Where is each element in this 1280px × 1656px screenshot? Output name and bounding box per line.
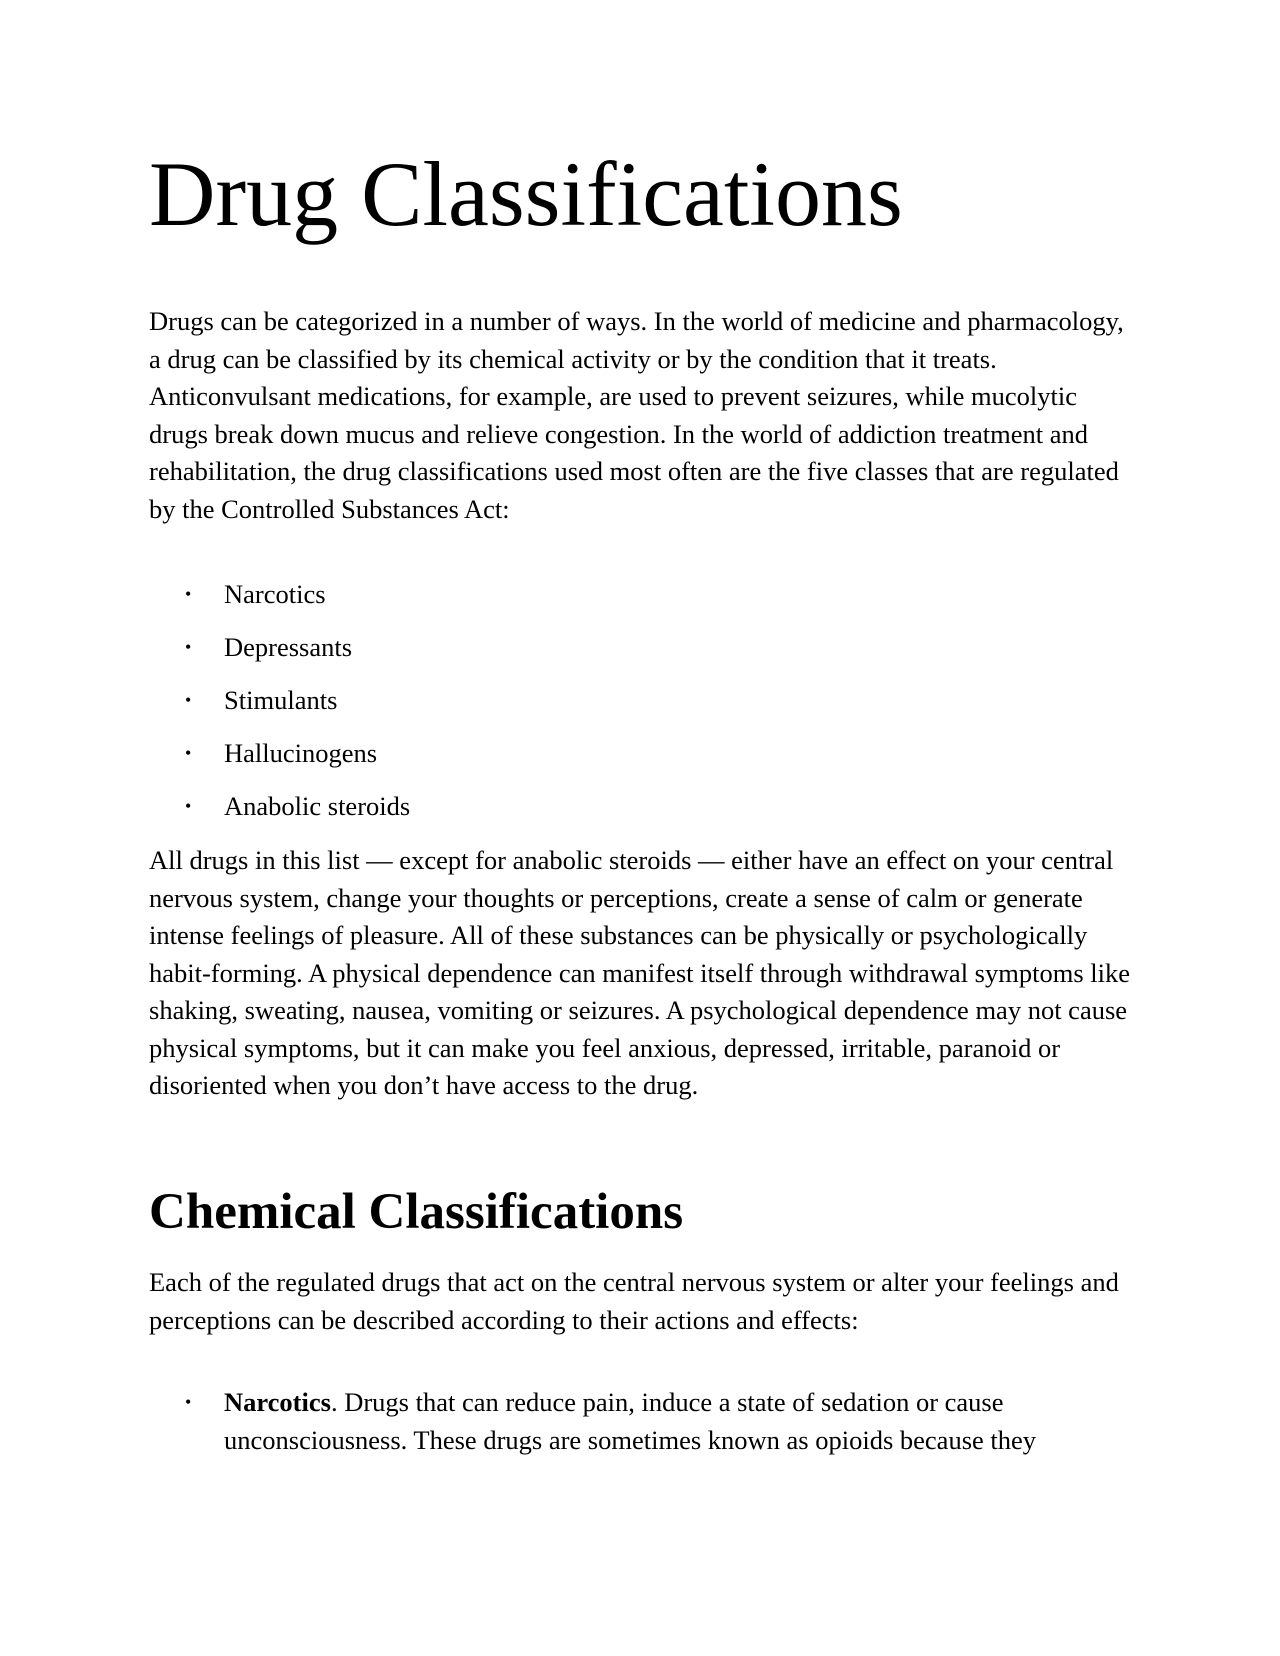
list-item-label: Anabolic steroids — [224, 791, 411, 821]
bullet-icon: • — [185, 690, 192, 710]
list-item-label: Hallucinogens — [224, 738, 378, 768]
list-item — [149, 788, 410, 841]
list-item — [149, 629, 410, 682]
list-item — [149, 576, 410, 629]
bullet-icon: • — [185, 796, 192, 816]
list-item-label: Depressants — [224, 632, 353, 662]
list-item — [149, 682, 410, 735]
bullet-icon: • — [185, 637, 192, 657]
bullet-icon: • — [185, 584, 192, 604]
list-item-label: Narcotics — [224, 579, 326, 609]
bullet-icon: • — [185, 1392, 192, 1412]
list-item-label: Stimulants — [224, 685, 338, 715]
drug-classes-list — [149, 576, 410, 841]
page-title: Drug Classifications — [149, 143, 903, 245]
chemical-classes-list — [149, 1384, 1139, 1459]
effects-paragraph: All drugs in this list — except for anabolic steroids — either have an effect on your central nervous system, change your thoughts or perceptions, create a sense of calm or generate intense feelings of pleasure. All of these substances can be physically or psychologically habit-forming. A physical dependence can manifest itself through withdrawal symptoms like shaking, sweating, nausea, vomiting or seizures. A psychological dependence may not cause physical symptoms, but it can make you feel anxious, depressed, irritable, paranoid or disoriented when you don’t have access to the drug. — [149, 845, 1131, 1100]
section-heading-chemical: Chemical Classifications — [149, 1184, 684, 1240]
term-label: Narcotics — [224, 1387, 331, 1417]
intro-paragraph: Drugs can be categorized in a number of ways. In the world of medicine and pharmacology, a drug can be classified by its chemical activity or by the condition that it treats. Anticonvulsant medications, for example, are used to prevent seizures, while mucolytic drugs break down mucus and relieve congestion. In the world of addiction treatment and rehabilitation, the drug classifications used most often are the five classes that are regulated by the Controlled Substances Act: — [149, 306, 1124, 524]
term-description: . Drugs that can reduce pain, induce a state of sedation or cause unconsciousness. These drugs are sometimes known as opioids because they — [224, 1387, 1037, 1455]
list-item — [149, 1384, 1139, 1459]
bullet-icon: • — [185, 743, 192, 763]
list-item — [149, 735, 410, 788]
chemical-intro-paragraph: Each of the regulated drugs that act on the central nervous system or alter your feelings and perceptions can be described according to their actions and effects: — [149, 1267, 1119, 1335]
